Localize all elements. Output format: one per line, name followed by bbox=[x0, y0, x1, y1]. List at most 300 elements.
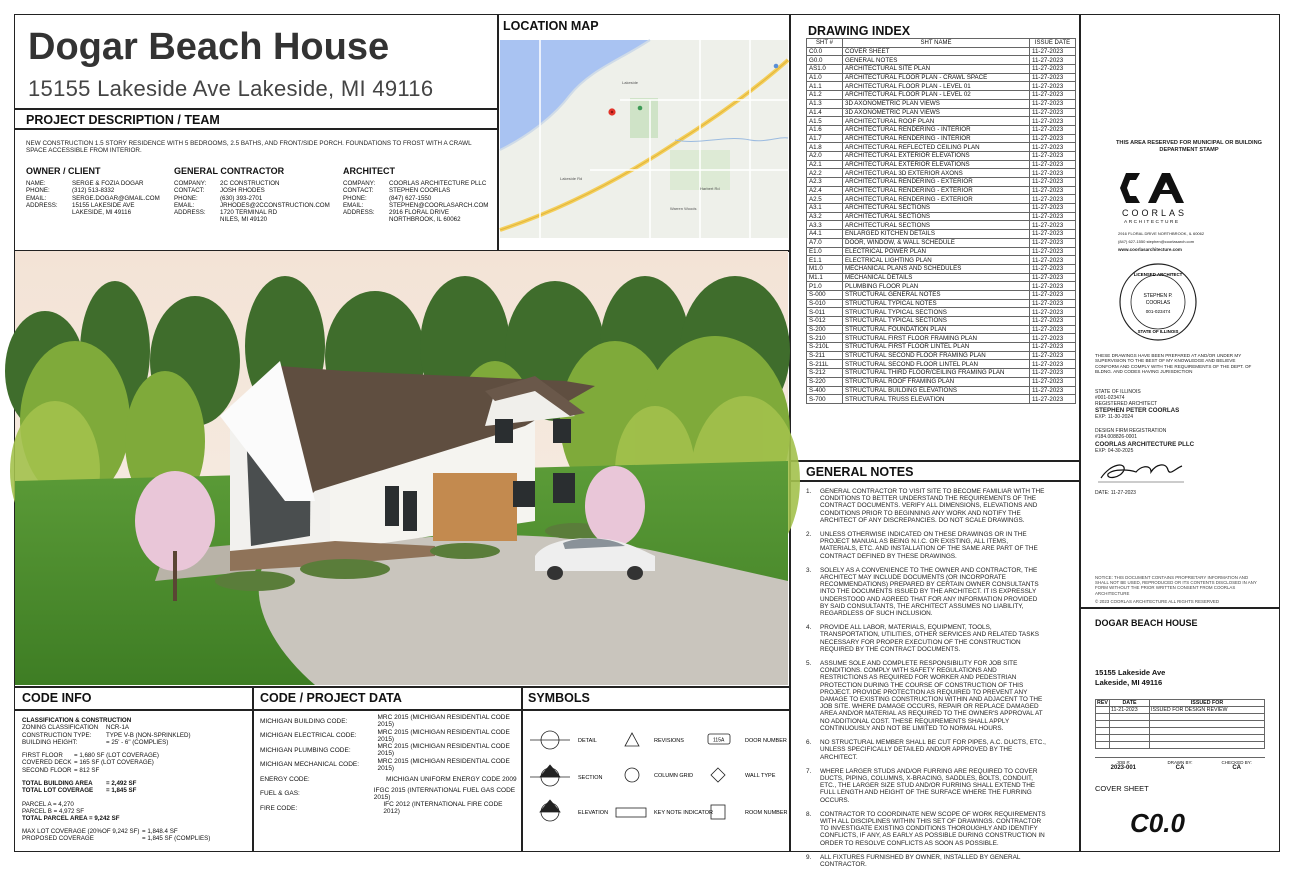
project-title: Dogar Beach House bbox=[28, 26, 390, 68]
license-title: REGISTERED ARCHITECT bbox=[1095, 400, 1158, 407]
area-line-label: FIRST FLOOR bbox=[22, 752, 63, 760]
code-info-heading: CODE INFO bbox=[22, 691, 92, 705]
sheet-name-cell: STRUCTURAL FOUNDATION PLAN bbox=[843, 325, 1030, 334]
parcel-b: PARCEL B = 4,972 SF bbox=[22, 807, 85, 815]
sheet-name-cell: DOOR, WINDOW, & WALL SCHEDULE bbox=[843, 238, 1030, 247]
architect-signature bbox=[1096, 458, 1186, 486]
issue-date-cell: 11-27-2023 bbox=[1030, 256, 1076, 265]
team-field-label: ADDRESS: bbox=[174, 209, 206, 217]
sheet-name-cell: STRUCTURAL TYPICAL SECTIONS bbox=[843, 317, 1030, 326]
svg-text:Harbert Rd: Harbert Rd bbox=[700, 186, 720, 191]
team-field-label bbox=[174, 216, 220, 223]
tb-address-line: Lakeside, MI 49116 bbox=[1095, 677, 1163, 687]
index-row bbox=[807, 343, 1076, 352]
team-field-label: ADDRESS: bbox=[26, 201, 58, 209]
sheet-name-cell: ARCHITECTURAL EXTERIOR ELEVATIONS bbox=[843, 151, 1030, 160]
sheet-number-cell: S-010 bbox=[807, 299, 843, 308]
sheet-name-cell: COVER SHEET bbox=[843, 47, 1030, 56]
index-row bbox=[807, 108, 1076, 117]
index-row bbox=[807, 334, 1076, 343]
sheet-number-cell: A1.4 bbox=[807, 108, 843, 117]
coverage-line bbox=[22, 828, 248, 835]
sheet-name-cell: ARCHITECTURAL SECTIONS bbox=[843, 221, 1030, 230]
index-row bbox=[807, 47, 1076, 56]
sheet-number-cell: S-211 bbox=[807, 351, 843, 360]
team-field-value: LAKESIDE, MI 49116 bbox=[72, 209, 132, 217]
code-label: MICHIGAN ELECTRICAL CODE: bbox=[260, 732, 357, 740]
coverage-line-label: MAX LOT COVERAGE (20%OF 9,242 SF) bbox=[22, 828, 140, 836]
index-row bbox=[807, 264, 1076, 273]
architect-statement: THESE DRAWINGS HAVE BEEN PREPARED AT AND/OR UNDER MY SUPERVISION TO THE BEST OF MY KNOWLEDGE AND BELIEVE CONFORM AND COMPLY WITH THE REQUIREMENTS OF THE DEPT. OF BLDNG. AND CODES HAVING JURISDICTION bbox=[1095, 353, 1252, 375]
team-field bbox=[343, 202, 493, 209]
coorlas-logo-icon bbox=[1118, 170, 1198, 206]
sheet-number-cell: A3.2 bbox=[807, 212, 843, 221]
index-row bbox=[807, 325, 1076, 334]
issue-date-cell: 11-27-2023 bbox=[1030, 334, 1076, 343]
description-text: NEW CONSTRUCTION 1.5 STORY RESIDENCE WITH 5 BEDROOMS, 2.5 BATHS, AND FRONT/SIDE PORCH. FOUNDATIONS TO FROST WITH A CRAWL SPACE ACCESSIBLE FROM INTERIOR. bbox=[26, 140, 472, 155]
sheet-number-cell: A3.3 bbox=[807, 221, 843, 230]
license-info bbox=[1095, 390, 1194, 455]
sheet-number-cell: S-210 bbox=[807, 334, 843, 343]
sheet-number-cell: A2.3 bbox=[807, 178, 843, 187]
revision-symbol bbox=[625, 733, 639, 746]
symbols-graphic bbox=[528, 720, 786, 845]
general-notes-list bbox=[806, 488, 1046, 875]
code-line-value: NCR-1A bbox=[106, 724, 130, 732]
sheet-number-cell: E1.1 bbox=[807, 256, 843, 265]
firm-subtitle: ARCHITECTURE bbox=[1124, 220, 1180, 225]
team-field-label: ADDRESS: bbox=[343, 209, 375, 217]
rev-header: ISSUED FOR bbox=[1150, 700, 1265, 707]
license-name: STEPHEN PETER COORLAS bbox=[1095, 407, 1180, 415]
svg-text:001-023474: 001-023474 bbox=[1145, 309, 1171, 314]
sheet-number-cell: S-011 bbox=[807, 308, 843, 317]
code-label: MICHIGAN BUILDING CODE: bbox=[260, 717, 348, 725]
general-note: 5. ASSUME SOLE AND COMPLETE RESPONSIBILITY FOR JOB SITE CONDITIONS. COMPLY WITH SAFETY REGULATIONS AND RESTRICTIONS AS REQUIRED FOR WORKER AND PEDESTRIAN PROTECTION DURING THE COURSE OF CONSTRUCTION OF THIS PROJECT. PROVIDE PROTECTION AS REQUIRED TO PREVENT ANY DAMAGE TO EXISTING CONSTRUCTION WITHIN AND ADJACENT TO THE JOB SITE. WHERE DAMAGE OCCURS, REPAIR OR REPLACE DAMAGED AREA AND/OR MATERIAL AS REQUIRED TO THE OWNER'S APPROVAL AT NO ADDITIONAL COST. THESE REQUIREMENTS SHALL APPLY CONTINUOUSLY AND NOT BE LIMITED TO NORMAL HOURS. bbox=[806, 660, 1043, 732]
sheet-number-cell: S-211L bbox=[807, 360, 843, 369]
signature-icon bbox=[1096, 458, 1186, 486]
sheet-number-cell: A1.5 bbox=[807, 117, 843, 126]
total-line-value: = 1,845 SF bbox=[106, 787, 137, 795]
svg-text:115A: 115A bbox=[713, 737, 725, 744]
code-value: IFGC 2015 (INTERNATIONAL FUEL GAS CODE 2015) bbox=[373, 786, 516, 801]
index-row bbox=[807, 377, 1076, 386]
team-field-label: PHONE: bbox=[343, 194, 367, 202]
team-field-label: PHONE: bbox=[174, 194, 198, 202]
sheet-number-cell: A1.3 bbox=[807, 99, 843, 108]
firm-registration: DESIGN FIRM REGISTRATION bbox=[1095, 428, 1167, 435]
sheet-name-cell: STRUCTURAL TYPICAL NOTES bbox=[843, 299, 1030, 308]
sheet-number-cell: S-200 bbox=[807, 325, 843, 334]
code-value: IFC 2012 (INTERNATIONAL FIRE CODE 2012) bbox=[383, 801, 503, 816]
code-label: FUEL & GAS: bbox=[260, 790, 300, 798]
sheet-name-cell: ARCHITECTURAL SITE PLAN bbox=[843, 65, 1030, 74]
divider bbox=[1079, 15, 1081, 851]
issue-date-cell: 11-27-2023 bbox=[1030, 178, 1076, 187]
index-row bbox=[807, 73, 1076, 82]
wall-type-symbol bbox=[711, 768, 725, 782]
sheet-name-cell: ARCHITECTURAL SECTIONS bbox=[843, 204, 1030, 213]
svg-text:SECTION: SECTION bbox=[578, 775, 603, 781]
index-row bbox=[807, 125, 1076, 134]
coverage-line-value: = 1,845 SF (COMPLIES) bbox=[142, 835, 211, 843]
issue-date-cell: 11-27-2023 bbox=[1030, 125, 1076, 134]
issue-date-cell: 11-27-2023 bbox=[1030, 264, 1076, 273]
code-line-label: BUILDING HEIGHT: bbox=[22, 738, 78, 746]
sheet-name-cell: STRUCTURAL ROOF FRAMING PLAN bbox=[843, 377, 1030, 386]
code-data-row bbox=[260, 714, 518, 729]
revision-table bbox=[1095, 699, 1265, 749]
sheet-name-cell: STRUCTURAL SECOND FLOOR LINTEL PLAN bbox=[843, 360, 1030, 369]
index-col-header: SHT NAME bbox=[843, 39, 1030, 48]
svg-text:STEPHEN P.: STEPHEN P. bbox=[1143, 293, 1173, 299]
team-field-label: EMAIL: bbox=[26, 194, 47, 202]
team-architect bbox=[343, 166, 493, 224]
sheet-name-cell: STRUCTURAL FIRST FLOOR LINTEL PLAN bbox=[843, 343, 1030, 352]
index-row bbox=[807, 230, 1076, 239]
index-row bbox=[807, 317, 1076, 326]
total-line-value: = 2,492 SF bbox=[106, 779, 137, 787]
issue-date-cell: 11-27-2023 bbox=[1030, 204, 1076, 213]
index-row bbox=[807, 204, 1076, 213]
sheet-name-cell: MECHANICAL PLANS AND SCHEDULES bbox=[843, 264, 1030, 273]
sheet-name-cell: STRUCTURAL SECOND FLOOR FRAMING PLAN bbox=[843, 351, 1030, 360]
svg-text:COORLAS: COORLAS bbox=[1145, 300, 1171, 306]
sheet-number-cell: S-012 bbox=[807, 317, 843, 326]
total-line-label: TOTAL LOT COVERAGE bbox=[22, 787, 94, 795]
sheet-number-cell: A1.6 bbox=[807, 125, 843, 134]
signature-date: DATE: 11-27-2023 bbox=[1095, 490, 1136, 496]
sheet-name-cell: ARCHITECTURAL RENDERING - INTERIOR bbox=[843, 134, 1030, 143]
team-field bbox=[343, 180, 493, 187]
sheet-number-cell: A1.2 bbox=[807, 91, 843, 100]
divider bbox=[252, 686, 254, 851]
sheet-name-cell: ENLARGED KITCHEN DETAILS bbox=[843, 230, 1030, 239]
issue-date-cell: 11-27-2023 bbox=[1030, 65, 1076, 74]
svg-text:Warren Woods: Warren Woods bbox=[670, 206, 697, 211]
team-field-value: NORTHBROOK, IL 60062 bbox=[389, 216, 461, 224]
svg-text:DETAIL: DETAIL bbox=[578, 738, 597, 744]
team-field-value: SERGE & FOZIA DOGAR bbox=[72, 180, 144, 187]
issue-date-cell: 11-27-2023 bbox=[1030, 317, 1076, 326]
general-note: 1. GENERAL CONTRACTOR TO VISIT SITE TO BECOME FAMILIAR WITH THE CONDITIONS TO BETTER UNDERSTAND THE REQUIREMENTS OF THE CONTRACT DOCUMENTS. VERIFY ALL DIMENSIONS, ELEVATIONS AND CONDITIONS PRIOR TO BEGINNING ANY WORK AND NOTIFY THE ARCHITECT OF ANY DISCREPANCIES. DO NOT SCALE DRAWINGS. bbox=[806, 488, 1045, 524]
issue-date-cell: 11-27-2023 bbox=[1030, 290, 1076, 299]
sheet-number-cell: M1.0 bbox=[807, 264, 843, 273]
sheet-name-cell: ARCHITECTURAL RENDERING - INTERIOR bbox=[843, 125, 1030, 134]
issue-date-cell: 11-27-2023 bbox=[1030, 91, 1076, 100]
issue-date-cell: 11-27-2023 bbox=[1030, 351, 1076, 360]
stamp-area-note: THIS AREA RESERVED FOR MUNICIPAL OR BUILDING DEPARTMENT STAMP bbox=[1116, 140, 1262, 153]
parcel-a: PARCEL A = 4,270 bbox=[22, 800, 74, 808]
index-row bbox=[807, 117, 1076, 126]
issue-date-cell: 11-27-2023 bbox=[1030, 160, 1076, 169]
code-line-label: ZONING CLASSIFICATION bbox=[22, 724, 99, 732]
svg-text:STATE OF ILLINOIS: STATE OF ILLINOIS bbox=[1137, 329, 1179, 334]
team-field-value: (312) 513-8332 bbox=[72, 187, 115, 195]
index-row bbox=[807, 360, 1076, 369]
issue-date-cell: 11-27-2023 bbox=[1030, 186, 1076, 195]
svg-text:ROOM NUMBER: ROOM NUMBER bbox=[745, 810, 788, 816]
divider bbox=[497, 15, 499, 251]
index-col-header: ISSUE DATE bbox=[1030, 39, 1076, 48]
firm-website: www.coorlasarchitecture.com bbox=[1118, 247, 1182, 252]
sheet-number-cell: M1.1 bbox=[807, 273, 843, 282]
owner-heading: OWNER / CLIENT bbox=[26, 166, 101, 176]
index-row bbox=[807, 212, 1076, 221]
copyright: © 2023 COORLAS ARCHITECTURE ALL RIGHTS RESERVED bbox=[1095, 599, 1220, 604]
code-line-value: TYPE V-B (NON-SPRINKLED) bbox=[106, 731, 191, 739]
job-label: JOB #: bbox=[1116, 760, 1131, 765]
tb-project-name: DOGAR BEACH HOUSE bbox=[1095, 618, 1198, 628]
general-note: 2. UNLESS OTHERWISE INDICATED ON THESE DRAWINGS OR IN THE PROJECT MANUAL AS BEING N.I.C. OR EXISTING, ALL ITEMS, MATERIALS, ETC. AND INSTALLATION OF THE SAME ARE PART OF THE CONTRACT DEFINED BY THESE DRAWINGS. bbox=[806, 531, 1038, 560]
map-graphic bbox=[500, 40, 788, 238]
issue-date-cell: 11-27-2023 bbox=[1030, 143, 1076, 152]
architect-seal bbox=[1118, 262, 1198, 342]
rev-issued-for: ISSUED FOR DESIGN REVIEW bbox=[1150, 707, 1265, 714]
index-heading: DRAWING INDEX bbox=[808, 24, 911, 38]
divider bbox=[15, 709, 790, 711]
sheet-number-cell: A3.1 bbox=[807, 204, 843, 213]
index-row bbox=[807, 151, 1076, 160]
area-line-value: = 165 SF (LOT COVERAGE) bbox=[74, 759, 154, 767]
index-row bbox=[807, 369, 1076, 378]
code-data-row bbox=[260, 801, 518, 816]
team-field-value: STEPHEN@COORLASARCH.COM bbox=[389, 201, 489, 209]
project-address: 15155 Lakeside Ave Lakeside, MI 49116 bbox=[28, 76, 434, 101]
team-field-value: SERGE.DOGAR@GMAIL.COM bbox=[72, 194, 160, 202]
index-row bbox=[807, 238, 1076, 247]
svg-text:WALL TYPE: WALL TYPE bbox=[745, 773, 776, 779]
sheet-number-cell: S-210L bbox=[807, 343, 843, 352]
sheet-number-cell: S-212 bbox=[807, 369, 843, 378]
index-row bbox=[807, 178, 1076, 187]
job-number: 2023-001 bbox=[1110, 765, 1137, 771]
sheet-number-cell: A2.1 bbox=[807, 160, 843, 169]
sheet-name-cell: ARCHITECTURAL ROOF PLAN bbox=[843, 117, 1030, 126]
code-data-row bbox=[260, 758, 518, 773]
team-field bbox=[343, 209, 493, 216]
drawing-index-table bbox=[806, 38, 1076, 404]
issue-date-cell: 11-27-2023 bbox=[1030, 56, 1076, 65]
team-field bbox=[26, 180, 176, 187]
sheet-name-cell: ARCHITECTURAL FLOOR PLAN - LEVEL 02 bbox=[843, 91, 1030, 100]
issue-date-cell: 11-27-2023 bbox=[1030, 238, 1076, 247]
code-label: MICHIGAN PLUMBING CODE: bbox=[260, 746, 351, 754]
coverage-line bbox=[22, 835, 248, 842]
sheet-name-cell: ELECTRICAL LIGHTING PLAN bbox=[843, 256, 1030, 265]
issue-date-cell: 11-27-2023 bbox=[1030, 325, 1076, 334]
symbols-heading: SYMBOLS bbox=[528, 691, 590, 705]
sheet-name-cell: STRUCTURAL GENERAL NOTES bbox=[843, 290, 1030, 299]
issue-date-cell: 11-27-2023 bbox=[1030, 230, 1076, 239]
team-field-label: NAME: bbox=[26, 180, 46, 187]
general-note: 4. PROVIDE ALL LABOR, MATERIALS, EQUIPMENT, TOOLS, TRANSPORTATION, UTILITIES, OTHER SERVICES AND RELATED TASKS NECESSARY FOR PROPER EXECUTION OF THE CONSTRUCTION REQUIRED BY THE CONTRACT DOCUMENTS. bbox=[806, 624, 1039, 653]
issue-date-cell: 11-27-2023 bbox=[1030, 82, 1076, 91]
team-field-label: COMPANY: bbox=[174, 180, 207, 187]
index-row bbox=[807, 247, 1076, 256]
code-line bbox=[22, 732, 248, 739]
team-field-label: COMPANY: bbox=[343, 180, 376, 187]
drawn-by: CA bbox=[1175, 765, 1185, 771]
sheet-title: COVER SHEET bbox=[1095, 784, 1149, 793]
sheet-name-cell: ARCHITECTURAL EXTERIOR ELEVATIONS bbox=[843, 160, 1030, 169]
code-line bbox=[22, 739, 248, 746]
index-row bbox=[807, 143, 1076, 152]
license-exp: EXP: 11-30-2024 bbox=[1095, 414, 1133, 421]
room-number-symbol bbox=[711, 805, 725, 819]
contractor-heading: GENERAL CONTRACTOR bbox=[174, 166, 285, 176]
sheet-number-cell: E1.0 bbox=[807, 247, 843, 256]
index-row bbox=[807, 273, 1076, 282]
code-value: MICHIGAN UNIFORM ENERGY CODE 2009 bbox=[386, 775, 517, 783]
index-row bbox=[807, 56, 1076, 65]
team-field bbox=[174, 216, 339, 223]
divider bbox=[790, 460, 1080, 462]
sheet-name-cell: ARCHITECTURAL REFLECTED CEILING PLAN bbox=[843, 143, 1030, 152]
tb-project-address bbox=[1095, 668, 1165, 687]
index-row bbox=[807, 351, 1076, 360]
team-field bbox=[26, 209, 176, 216]
sheet-name-cell: GENERAL NOTES bbox=[843, 56, 1030, 65]
issue-date-cell: 11-27-2023 bbox=[1030, 151, 1076, 160]
code-data-row bbox=[260, 743, 518, 758]
code-label: FIRE CODE: bbox=[260, 804, 298, 812]
team-field bbox=[26, 202, 176, 209]
team-field-label bbox=[343, 216, 389, 223]
firm-address: 2916 FLORAL DRIVE NORTHBROOK, IL 60062 bbox=[1118, 231, 1205, 236]
firm-name: COORLAS bbox=[1122, 208, 1188, 218]
team-field-value: 15155 LAKESIDE AVE bbox=[72, 201, 135, 209]
issue-date-cell: 11-27-2023 bbox=[1030, 212, 1076, 221]
sheet-number-cell: A1.8 bbox=[807, 143, 843, 152]
team-field-value: NILES, MI 49120 bbox=[220, 216, 268, 224]
house-rendering bbox=[15, 251, 788, 685]
index-row bbox=[807, 134, 1076, 143]
team-field bbox=[343, 216, 493, 223]
area-line-label: COVERED DECK bbox=[22, 759, 72, 767]
team-field-label: EMAIL: bbox=[174, 201, 195, 209]
index-col-header: SHT # bbox=[807, 39, 843, 48]
rev-date: 11-21-2023 bbox=[1110, 707, 1150, 714]
area-line-value: = 1,680 SF (LOT COVERAGE) bbox=[74, 752, 159, 760]
general-note: 7. WHERE LARGER STUDS AND/OR FURRING ARE REQUIRED TO COVER DUCTS, PIPING, COLUMNS, X-BRACING, SADDLES, BOLTS, CONDUIT, ETC., THE LARGER SIZE STUD AND/OR FURRING SHALL EXTEND THE FULL LENGTH AND HEIGHT OF THE SURFACE WHERE THE FURRING OCCURS. bbox=[806, 767, 1038, 804]
index-row bbox=[807, 221, 1076, 230]
code-value: MRC 2015 (MICHIGAN RESIDENTIAL CODE 2015) bbox=[377, 743, 510, 758]
sheet-name-cell: ARCHITECTURAL SECTIONS bbox=[843, 212, 1030, 221]
sheet-name-cell: STRUCTURAL FIRST FLOOR FRAMING PLAN bbox=[843, 334, 1030, 343]
team-field-label: CONTACT: bbox=[174, 187, 205, 195]
issue-date-cell: 11-27-2023 bbox=[1030, 273, 1076, 282]
sheet-number-cell: S-400 bbox=[807, 386, 843, 395]
issue-date-cell: 11-27-2023 bbox=[1030, 221, 1076, 230]
team-field bbox=[174, 202, 339, 209]
code-label: MICHIGAN MECHANICAL CODE: bbox=[260, 761, 360, 769]
sheet-name-cell: ARCHITECTURAL RENDERING - EXTERIOR bbox=[843, 195, 1030, 204]
total-line bbox=[22, 787, 248, 794]
map-label: Lakeside bbox=[622, 80, 639, 85]
issue-date-cell: 11-27-2023 bbox=[1030, 134, 1076, 143]
sheet-name-cell: PLUMBING FLOOR PLAN bbox=[843, 282, 1030, 291]
code-value: MRC 2015 (MICHIGAN RESIDENTIAL CODE 2015) bbox=[377, 728, 510, 743]
sheet-number-cell: A4.1 bbox=[807, 230, 843, 239]
sheet-name-cell: ARCHITECTURAL 3D EXTERIOR AXONS bbox=[843, 169, 1030, 178]
description-heading: PROJECT DESCRIPTION / TEAM bbox=[26, 113, 220, 127]
code-line bbox=[22, 724, 248, 731]
sheet-name-cell: MECHANICAL DETAILS bbox=[843, 273, 1030, 282]
issue-date-cell: 11-27-2023 bbox=[1030, 386, 1076, 395]
firm-logo bbox=[1118, 170, 1198, 206]
issue-date-cell: 11-27-2023 bbox=[1030, 299, 1076, 308]
team-field-value: 2916 FLORAL DRIVE bbox=[389, 209, 449, 217]
divider bbox=[1080, 607, 1279, 609]
issue-date-cell: 11-27-2023 bbox=[1030, 73, 1076, 82]
map-heading: LOCATION MAP bbox=[503, 19, 599, 33]
index-row bbox=[807, 299, 1076, 308]
keynote-symbol bbox=[616, 808, 646, 817]
issue-date-cell: 11-27-2023 bbox=[1030, 377, 1076, 386]
team-owner bbox=[26, 166, 176, 216]
team-field-value: 1720 TERMINAL RD bbox=[220, 209, 278, 217]
issue-date-cell: 11-27-2023 bbox=[1030, 195, 1076, 204]
index-row bbox=[807, 160, 1076, 169]
svg-text:KEY NOTE INDICATOR: KEY NOTE INDICATOR bbox=[654, 810, 713, 816]
index-row bbox=[807, 290, 1076, 299]
rev-header: REV bbox=[1097, 700, 1108, 706]
license-number: #001-023474 bbox=[1095, 394, 1125, 401]
team-field-label bbox=[26, 209, 72, 216]
sheet-number: C0.0 bbox=[1130, 808, 1185, 838]
issue-date-cell: 11-27-2023 bbox=[1030, 169, 1076, 178]
divider bbox=[15, 128, 497, 130]
firm-registration-no: #184.008826-0001 bbox=[1095, 433, 1137, 440]
team-field-value: 2C CONSTRUCTION bbox=[220, 180, 280, 187]
team-field-value: JRHODES@2CCONSTRUCTION.COM bbox=[220, 201, 330, 209]
sheet-name-cell: 3D AXONOMETRIC PLAN VIEWS bbox=[843, 99, 1030, 108]
code-value: MRC 2015 (MICHIGAN RESIDENTIAL CODE 2015) bbox=[377, 757, 510, 772]
rendering-image bbox=[15, 251, 788, 685]
team-field-value: (847) 627-1550 bbox=[389, 194, 432, 202]
issue-date-cell: 11-27-2023 bbox=[1030, 247, 1076, 256]
team-field-value: JOSH RHODES bbox=[220, 187, 265, 195]
coverage-line-value: = 1,848.4 SF bbox=[142, 828, 178, 836]
sheet-number-cell: A1.0 bbox=[807, 73, 843, 82]
index-row bbox=[807, 256, 1076, 265]
issue-date-cell: 11-27-2023 bbox=[1030, 108, 1076, 117]
team-field-label: CONTACT: bbox=[343, 187, 374, 195]
code-data-row bbox=[260, 729, 518, 744]
firm-registration-exp: EXP: 04-30-2025 bbox=[1095, 447, 1134, 454]
location-map[interactable] bbox=[500, 40, 788, 238]
code-data-heading: CODE / PROJECT DATA bbox=[260, 691, 402, 705]
sheet-number-cell: P1.0 bbox=[807, 282, 843, 291]
index-row bbox=[807, 99, 1076, 108]
issue-date-cell: 11-27-2023 bbox=[1030, 308, 1076, 317]
checked-label: CHECKED BY: bbox=[1221, 760, 1252, 765]
sheet-name-cell: ARCHITECTURAL FLOOR PLAN - LEVEL 01 bbox=[843, 82, 1030, 91]
svg-text:REVISIONS: REVISIONS bbox=[654, 738, 684, 744]
team-field bbox=[343, 187, 493, 194]
seal-icon bbox=[1118, 262, 1198, 342]
index-header-row bbox=[807, 39, 1076, 48]
divider bbox=[15, 108, 497, 110]
sheet-number-cell: S-220 bbox=[807, 377, 843, 386]
team-contractor bbox=[174, 166, 339, 224]
code-value: MRC 2015 (MICHIGAN RESIDENTIAL CODE 2015) bbox=[377, 714, 510, 729]
issue-date-cell: 11-27-2023 bbox=[1030, 282, 1076, 291]
divider bbox=[521, 686, 523, 851]
divider bbox=[790, 480, 1080, 482]
license-state: STATE OF ILLINOIS bbox=[1095, 389, 1141, 395]
